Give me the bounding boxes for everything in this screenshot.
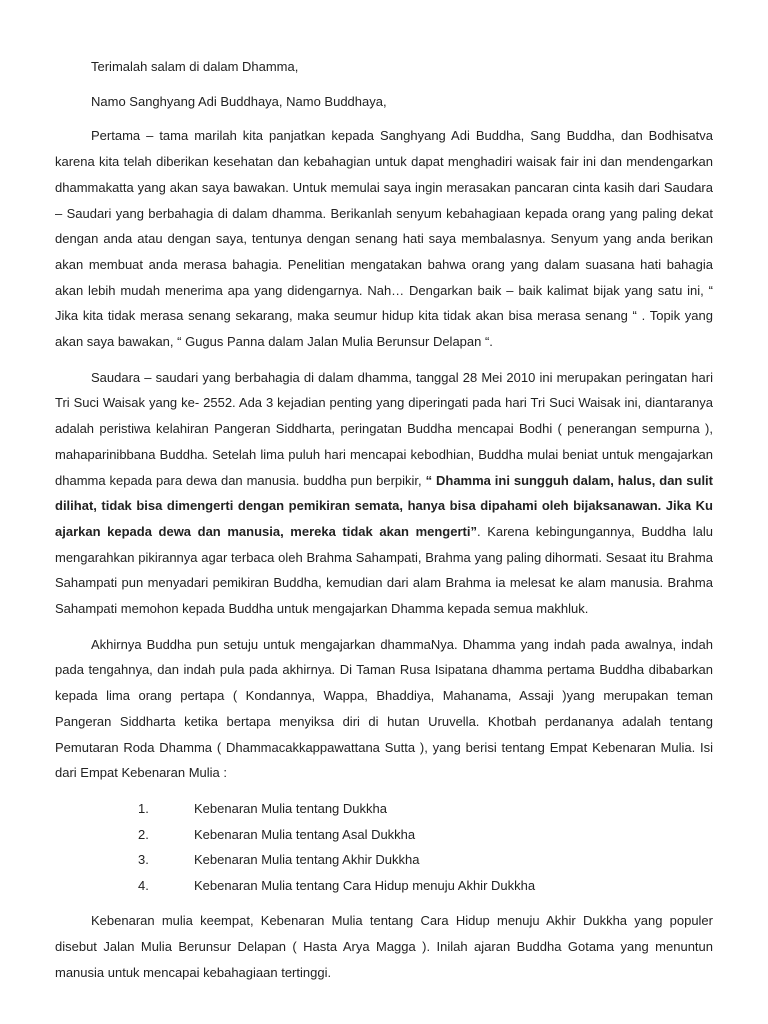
- list-item: [55, 873, 713, 899]
- list-number: 1.: [138, 800, 149, 816]
- list-item: [55, 796, 713, 822]
- paragraph-2-text-b: . Karena kebingungannya, Buddha lalu mengarahkan pikirannya agar terbaca oleh Brahma Sahampati, Brahma yang paling dihormati. Sesaat itu Brahma Sahampati pun menyadari pemikiran Buddha, kemudian dari alam Brahma ia melesat ke alam manusia. Brahma Sahampati memohon kepada Buddha untuk mengajarkan Dhamma kepada semua makhluk.: [55, 523, 713, 617]
- list-item-text: Kebenaran Mulia tentang Akhir Dukkha: [194, 852, 420, 868]
- paragraph-3: Akhirnya Buddha pun setuju untuk mengajarkan dhammaNya. Dhamma yang indah pada awalnya, indah pada tengahnya, dan indah pula pada akhirnya. Di Taman Rusa Isipatana dhamma pertama Buddha dibabarkan kepada lima orang pertapa ( Kondannya, Wappa, Bhaddiya, Mahanama, Assaji )yang merupakan teman Pangeran Siddharta ketika bertapa menyiksa diri di hutan Uruvella. Khotbah perdananya adalah tentang Pemutaran Roda Dhamma ( Dhammacakkappawattana Sutta ), yang berisi tentang Empat Kebenaran Mulia. Isi dari Empat Kebenaran Mulia :: [55, 636, 713, 781]
- list-item-text: Kebenaran Mulia tentang Asal Dukkha: [194, 826, 416, 842]
- list-number: 2.: [138, 826, 149, 842]
- list-item: [55, 847, 713, 873]
- list-item-text: Kebenaran Mulia tentang Dukkha: [194, 800, 387, 816]
- list-number: 3.: [138, 852, 149, 868]
- paragraph-2-quote: “ Dhamma ini sungguh dalam, halus, dan sulit dilihat, tidak bisa dimengerti dengan pemikiran semata, hanya bisa dipahami oleh bijaksanawan. Jika Ku ajarkan kepada dewa dan manusia, mereka tidak akan mengerti”: [55, 472, 713, 539]
- list-number: 4.: [138, 877, 149, 893]
- greeting-line-1: Terimalah salam di dalam Dhamma,: [91, 59, 299, 74]
- greeting-line-2: Namo Sanghyang Adi Buddhaya, Namo Buddhaya,: [91, 93, 387, 109]
- list-item: [55, 822, 713, 848]
- list-item-text: Kebenaran Mulia tentang Cara Hidup menuju Akhir Dukkha: [194, 877, 536, 893]
- paragraph-2: [55, 365, 713, 622]
- paragraph-2-text-a: Saudara – saudari yang berbahagia di dalam dhamma, tanggal 28 Mei 2010 ini merupakan peringatan hari Tri Suci Waisak yang ke- 2552. Ada 3 kejadian penting yang diperingati pada hari Tri Suci Waisak ini, diantaranya adalah peristiwa kelahiran Pangeran Siddharta, peringatan Buddha mencapai Bodhi ( penerangan sempurna ), mahaparinibbana Buddha. Setelah lima puluh hari mencapai kebodhian, Buddha mulai beniat untuk mengajarkan dhamma kepada para dewa dan manusia. buddha pun berpikir,: [55, 369, 713, 488]
- noble-truths-list: [55, 796, 713, 898]
- paragraph-1: Pertama – tama marilah kita panjatkan kepada Sanghyang Adi Buddha, Sang Buddha, dan Bodhisatva karena kita telah diberikan kesehatan dan kebahagian untuk dapat menghadiri waisak fair ini dan mendengarkan dhammakatta yang akan saya bawakan. Untuk memulai saya ingin merasakan pancaran cinta kasih dari Saudara – Saudari yang berbahagia di dalam dhamma. Berikanlah senyum kebahagiaan kepada orang yang paling dekat dengan anda atau dengan saya, tentunya dengan senang hati saya membalasnya. Senyum yang anda berikan akan membuat anda merasa bahagia. Penelitian mengatakan bahwa orang yang dalam suasana hati bahagia akan lebih mudah menerima apa yang didengarnya. Nah… Dengarkan baik – baik kalimat bijak yang satu ini, “ Jika kita tidak merasa senang sekarang, maka seumur hidup kita tidak akan bisa merasa senang “ . Topik yang akan saya bawakan, “ Gugus Panna dalam Jalan Mulia Berunsur Delapan “.: [55, 128, 713, 350]
- paragraph-4: Kebenaran mulia keempat, Kebenaran Mulia tentang Cara Hidup menuju Akhir Dukkha yang populer disebut Jalan Mulia Berunsur Delapan ( Hasta Arya Magga ). Inilah ajaran Buddha Gotama yang menuntun manusia untuk mencapai kebahagiaan tertinggi.: [55, 913, 713, 980]
